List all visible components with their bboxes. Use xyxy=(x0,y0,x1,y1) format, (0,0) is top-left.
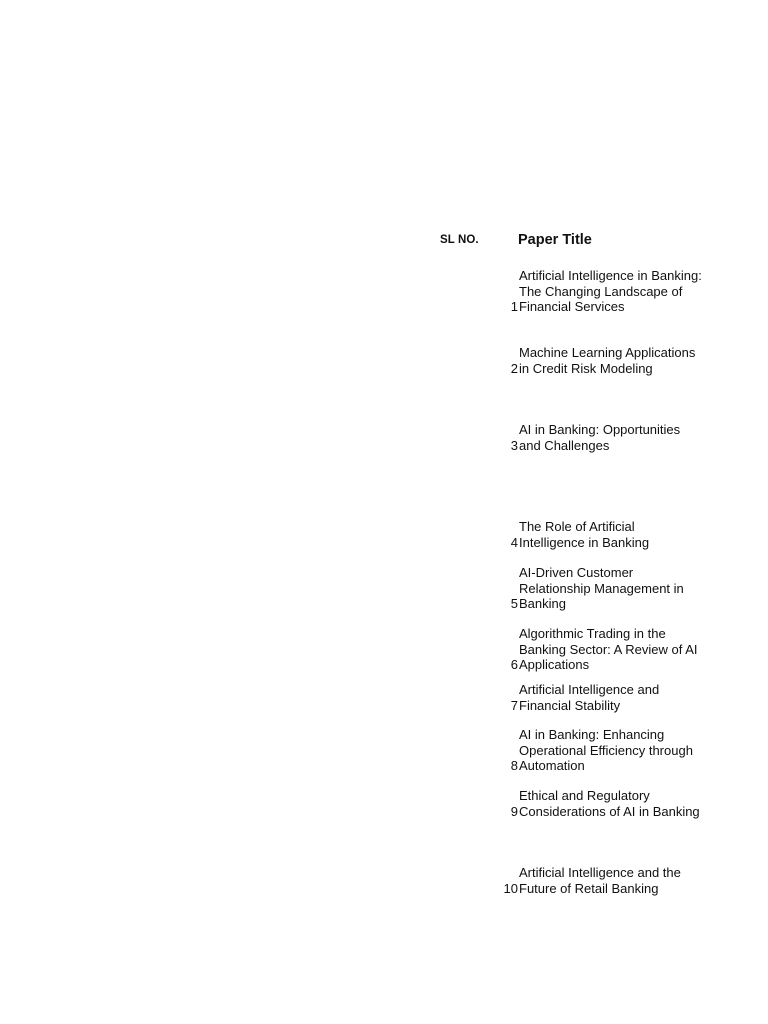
paper-title: Artificial Intelligence in Banking: The Changing Landscape of Financial Services xyxy=(519,268,702,314)
row-number: 9 xyxy=(510,803,518,819)
row-number: 4 xyxy=(510,534,518,550)
table-row xyxy=(496,565,706,612)
table-row xyxy=(496,682,706,713)
paper-title: AI in Banking: Enhancing Operational Efficiency through Automation xyxy=(519,727,693,773)
paper-title: AI in Banking: Opportunities and Challenges xyxy=(519,422,681,453)
paper-title: AI-Driven Customer Relationship Management in Banking xyxy=(519,565,684,611)
paper-title: Artificial Intelligence and the Future of Retail Banking xyxy=(519,865,681,896)
table-row xyxy=(496,788,706,819)
paper-title: Algorithmic Trading in the Banking Sector: A Review of AI Applications xyxy=(519,626,698,672)
paper-title: Machine Learning Applications in Credit Risk Modeling xyxy=(519,345,696,376)
table-row xyxy=(496,345,706,376)
header-sl-no: SL NO. xyxy=(440,234,479,246)
row-number: 8 xyxy=(510,758,518,773)
table-row xyxy=(496,727,706,774)
row-number: 5 xyxy=(510,596,518,611)
paper-title: Artificial Intelligence and Financial Stability xyxy=(519,682,660,713)
header-paper-title: Paper Title xyxy=(518,232,592,248)
row-number: 2 xyxy=(510,360,518,376)
table-row xyxy=(496,422,706,453)
paper-title: Ethical and Regulatory Considerations of AI in Banking xyxy=(519,788,700,819)
paper-title: The Role of Artificial Intelligence in Banking xyxy=(519,519,650,550)
row-number: 6 xyxy=(510,657,518,672)
row-number: 3 xyxy=(510,437,518,453)
table-row xyxy=(496,865,706,896)
row-number: 10 xyxy=(503,880,518,896)
table-row xyxy=(496,519,706,550)
row-number: 1 xyxy=(510,299,518,314)
table-row xyxy=(496,268,706,315)
row-number: 7 xyxy=(510,697,518,713)
table-row xyxy=(496,626,706,673)
